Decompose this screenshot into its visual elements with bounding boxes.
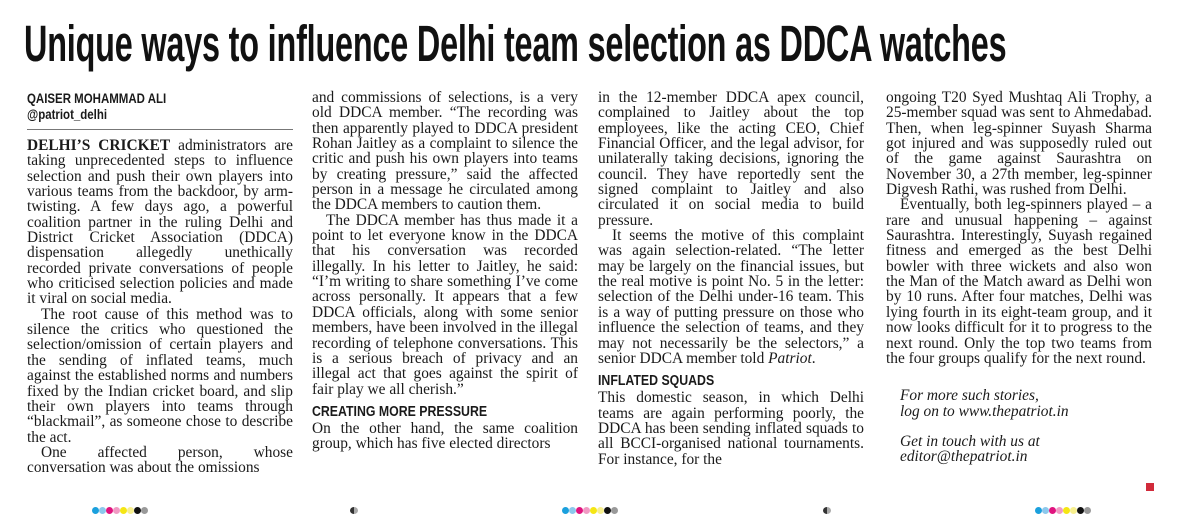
paragraph: Eventually, both leg-spinners played – a rare and unusual happening – against Saurashtra. Interestingly, Suyash regained fitness and emerged as the best Delhi bowler with three wickets and also won the Man of the Match award as Delhi won by 10 runs. After four matches, Delhi was lying fourth in its eight-team group, and it now looks difficult for it to progress to the next round. Only the top two teams from the four groups qualify for the next round. bbox=[886, 196, 1152, 367]
registration-dot bbox=[1063, 507, 1070, 514]
paragraph: The root cause of this method was to silence the critics who questioned the selection/omission of certain players and the sending of inflated teams, much against the established norms and numbers fixed by the Indian cricket board, and slip their own players into teams through “blackmail”, as someone chose to describe the act. bbox=[27, 305, 293, 446]
registration-marks bbox=[92, 507, 148, 514]
registration-dot bbox=[134, 507, 141, 514]
registration-marks bbox=[562, 507, 618, 514]
byline-divider bbox=[27, 129, 293, 130]
registration-dot bbox=[141, 507, 148, 514]
registration-dot bbox=[99, 507, 106, 514]
paragraph: in the 12-member DDCA apex council, complained to Jaitley about the top employees, like the acting CEO, Chief Financial Officer, and the legal advisor, for unilaterally taking decisions, ignoring the council. They have reportedly sent the signed complaint to Jaitley and also circulated it on social media to build pressure. bbox=[598, 89, 864, 229]
registration-dot bbox=[1056, 507, 1063, 514]
paragraph-end: . bbox=[811, 349, 816, 367]
column-3 bbox=[598, 90, 864, 467]
registration-dot bbox=[611, 507, 618, 514]
paragraph: This domestic season, in which Delhi teams are again performing poorly, the DDCA has been sending inflated squads to all BCCI-organised national tournaments. For instance, for the bbox=[598, 389, 864, 468]
contact-note bbox=[900, 434, 1152, 465]
paragraph-text: It seems the motive of this complaint was again selection-related. “The letter may be largely on the financial issues, but the real motive is point No. 5 in the letter: selection of the Delhi under-16 team. This is a way of putting pressure on those who influence the selection of teams, and they may not necessarily be the selectors,” a senior DDCA member told bbox=[598, 227, 864, 367]
end-of-story-marker bbox=[1146, 483, 1154, 491]
paragraph: ongoing T20 Syed Mushtaq Ali Trophy, a 25-member squad was sent to Ahmedabad. Then, when leg-spinner Suyash Sharma got injured and was supposedly ruled out of the game against Saurashtra on November 30, a 27th member, leg-spinner Digvesh Rathi, was rushed from Delhi. bbox=[886, 89, 1152, 199]
lead-in: DELHI’S CRICKET bbox=[27, 137, 171, 154]
registration-marks bbox=[1035, 507, 1091, 514]
paragraph: One affected person, whose conversation was about the omissions bbox=[27, 443, 293, 477]
registration-dot bbox=[106, 507, 113, 514]
column-4 bbox=[886, 90, 1152, 480]
publication-name: Patriot bbox=[768, 349, 812, 367]
subheading: CREATING MORE PRESSURE bbox=[312, 403, 488, 420]
more-stories-note bbox=[900, 388, 1152, 419]
registration-dot bbox=[604, 507, 611, 514]
email-link[interactable]: editor@thepatriot.in bbox=[900, 448, 1028, 466]
registration-dot bbox=[590, 507, 597, 514]
column-2 bbox=[312, 90, 578, 452]
registration-mark-half bbox=[823, 507, 831, 514]
registration-dot bbox=[562, 507, 569, 514]
paragraph: On the other hand, the same coalition group, which has five elected directors bbox=[312, 419, 578, 453]
byline-author: QAISER MOHAMMAD ALI bbox=[27, 91, 167, 106]
website-link[interactable]: log on to www.thepatriot.in bbox=[900, 402, 1069, 420]
paragraph bbox=[27, 138, 293, 307]
subheading: INFLATED SQUADS bbox=[598, 373, 715, 390]
registration-dot bbox=[576, 507, 583, 514]
registration-dot bbox=[120, 507, 127, 514]
registration-dot bbox=[1070, 507, 1077, 514]
byline-handle: @patriot_delhi bbox=[27, 107, 108, 122]
registration-dot bbox=[1042, 507, 1049, 514]
note-line: For more such stories, bbox=[900, 387, 1039, 405]
registration-dot bbox=[127, 507, 134, 514]
headline: Unique ways to influence Delhi team selection as DDCA watches bbox=[24, 15, 1007, 72]
registration-dot bbox=[1049, 507, 1056, 514]
registration-dot bbox=[1077, 507, 1084, 514]
registration-dot bbox=[1035, 507, 1042, 514]
registration-dot bbox=[92, 507, 99, 514]
paragraph: The DDCA member has thus made it a point to let everyone know in the DDCA that his conversation was recorded illegally. In his letter to Jaitley, he said: “I’m writing to share something I’ve come across personally. It appears that a few DDCA officials, along with some senior members, have been involved in the illegal recording of telephone conversations. This is a serious breach of privacy and an illegal act that goes against the spirit of fair play we all cherish.” bbox=[312, 211, 578, 398]
registration-dot bbox=[1084, 507, 1091, 514]
footer-notes bbox=[900, 388, 1152, 464]
paragraph: and commissions of selections, is a very old DDCA member. “The recording was then apparently played to DDCA president Rohan Jaitley as a complaint to silence the critic and push his own players into teams by creating pressure,” said the affected person in a message he circulated among the DDCA members to caution them. bbox=[312, 89, 578, 214]
column-1 bbox=[27, 91, 293, 476]
paragraph-text: administrators are taking unprecedented steps to influence selection and push their own players into various teams from the backdoor, by arm-twisting. A few days ago, a powerful coalition partner in the ruling Delhi and District Cricket Association (DDCA) dispensation allegedly unethically recorded private conversations of people who criticised selection policies and made it viral on social media. bbox=[27, 137, 293, 308]
registration-dot bbox=[597, 507, 604, 514]
registration-dot bbox=[569, 507, 576, 514]
paragraph bbox=[598, 228, 864, 366]
registration-dot bbox=[583, 507, 590, 514]
registration-mark-half bbox=[350, 507, 358, 514]
note-line: Get in touch with us at bbox=[900, 432, 1040, 450]
registration-dot bbox=[113, 507, 120, 514]
